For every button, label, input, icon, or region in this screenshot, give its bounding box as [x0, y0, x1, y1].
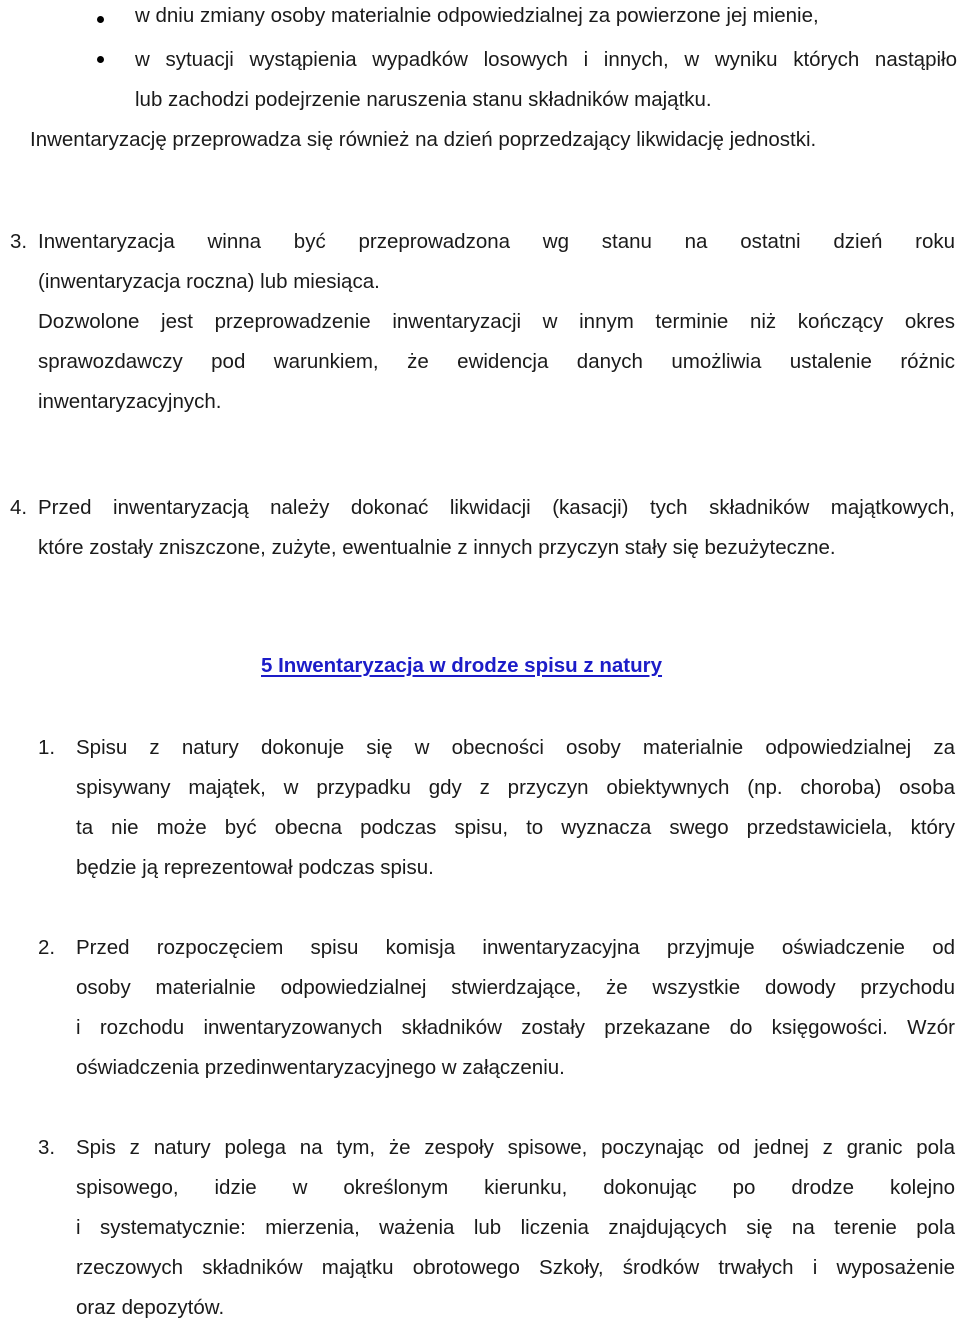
section-5-item-3-line-2: spisowego, idzie w określonym kierunku, dokonując po drodze kolejno	[76, 1176, 955, 1199]
intro-line: Inwentaryzację przeprowadza się również na dzień poprzedzający likwidację jednostki.	[30, 128, 817, 151]
section-5-item-3-line-3: i systematycznie: mierzenia, ważenia lub liczenia znajdujących się na terenie pola	[76, 1216, 955, 1239]
item-4-line-2: które zostały zniszczone, zużyte, ewentualnie z innych przyczyn stały się bezużyteczne.	[38, 536, 836, 559]
section-5-item-2-line-4: oświadczenia przedinwentaryzacyjnego w załączeniu.	[76, 1056, 565, 1079]
section-5-item-3-line-4: rzeczowych składników majątku obrotowego Szkoły, środków trwałych i wyposażenie	[76, 1256, 955, 1279]
item-3-number: 3.	[10, 230, 28, 253]
section-5-item-2-line-3: i rozchodu inwentaryzowanych składników zostały przekazane do księgowości. Wzór	[76, 1016, 955, 1039]
bullet-item-1-line-1: w dniu zmiany osoby materialnie odpowiedzialnej za powierzone jej mienie,	[135, 4, 819, 27]
item-4-line-1: Przed inwentaryzacją należy dokonać likwidacji (kasacji) tych składników majątkowych,	[38, 496, 955, 519]
section-5-item-1-line-3: ta nie może być obecna podczas spisu, to wyznacza swego przedstawiciela, który	[76, 816, 955, 839]
section-5-item-1-number: 1.	[38, 736, 56, 759]
section-5-item-3-number: 3.	[38, 1136, 56, 1159]
section-5-item-1-line-1: Spisu z natury dokonuje się w obecności osoby materialnie odpowiedzialnej za	[76, 736, 955, 759]
bullet-item-2-line-2: lub zachodzi podejrzenie naruszenia stanu składników majątku.	[135, 88, 712, 111]
section-5-item-3-line-1: Spis z natury polega na tym, że zespoły spisowe, poczynając od jednej z granic pola	[76, 1136, 955, 1159]
bullet-marker	[97, 16, 104, 23]
section-5-heading: 5 Inwentaryzacja w drodze spisu z natury	[261, 654, 663, 677]
section-5-item-3-line-5: oraz depozytów.	[76, 1296, 225, 1319]
item-3-line-3: Dozwolone jest przeprowadzenie inwentaryzacji w innym terminie niż kończący okres	[38, 310, 955, 333]
item-3-line-1: Inwentaryzacja winna być przeprowadzona wg stanu na ostatni dzień roku	[38, 230, 955, 253]
bullet-marker	[97, 56, 104, 63]
section-5-item-2-line-2: osoby materialnie odpowiedzialnej stwierdzające, że wszystkie dowody przychodu	[76, 976, 955, 999]
item-3-line-5: inwentaryzacyjnych.	[38, 390, 222, 413]
section-5-item-2-number: 2.	[38, 936, 56, 959]
item-4-number: 4.	[10, 496, 28, 519]
bullet-item-2-line-1: w sytuacji wystąpienia wypadków losowych i innych, w wyniku których nastąpiło	[135, 48, 957, 71]
section-5-item-2-line-1: Przed rozpoczęciem spisu komisja inwentaryzacyjna przyjmuje oświadczenie od	[76, 936, 955, 959]
section-5-item-1-line-2: spisywany majątek, w przypadku gdy z przyczyn obiektywnych (np. choroba) osoba	[76, 776, 955, 799]
item-3-line-4: sprawozdawczy pod warunkiem, że ewidencja danych umożliwia ustalenie różnic	[38, 350, 955, 373]
item-3-line-2: (inwentaryzacja roczna) lub miesiąca.	[38, 270, 380, 293]
section-5-item-1-line-4: będzie ją reprezentował podczas spisu.	[76, 856, 434, 879]
